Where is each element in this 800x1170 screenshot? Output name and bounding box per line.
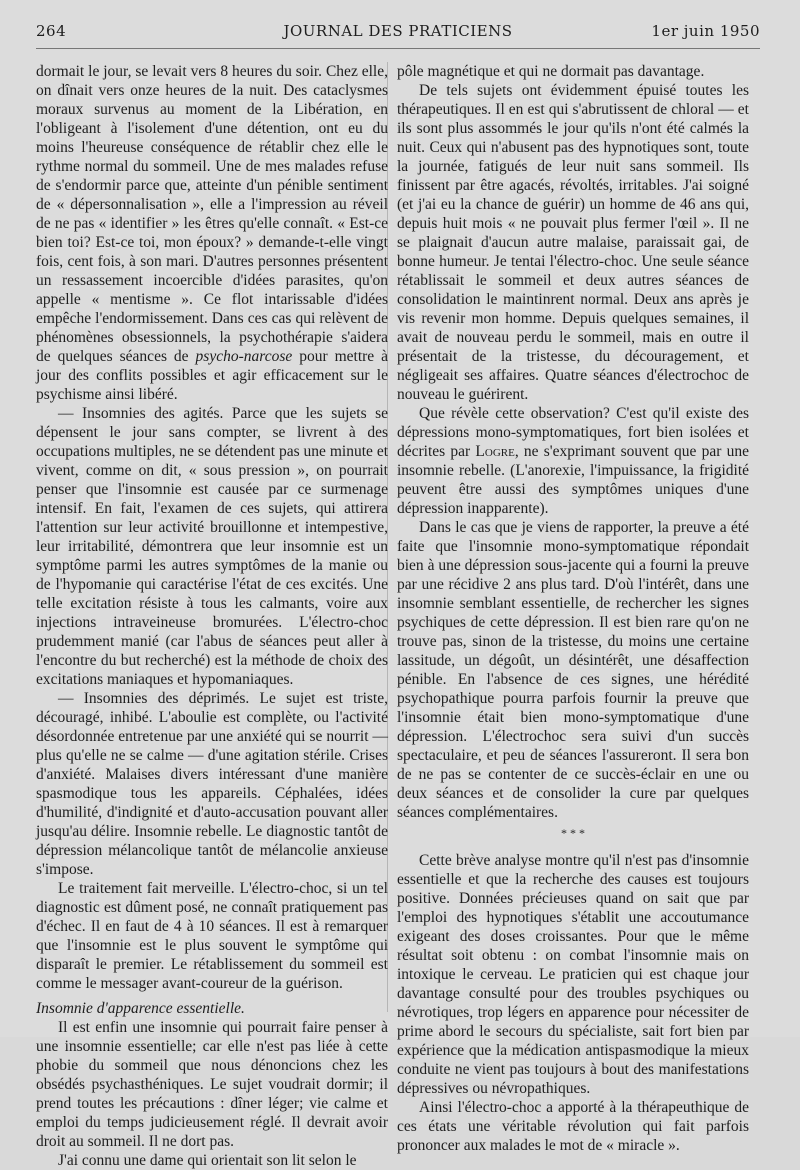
right-paragraph-2: De tels sujets ont évidemment épuisé toutes les thérapeutiques. Il en est qui s'abrutissent de chloral — et ils sont plus assommés le jour qu'ils n'ont été calmés la nuit. Ceux qui n'abusent pas des hypnotiques sont, toute la journée, fatigués de leur nuit sans sommeil. Ils finissent par être agacés, révoltés, irritables. J'ai soigné (et j'ai eu la chance de guérir) un homme de 46 ans qui, depuis huit mois « ne pouvait plus fermer l'œil ». Il ne se plaignait d'aucun autre malaise, paraissait gai, de bonne humeur. Je tentai l'électro-choc. Une seule séance rétablissait le sommeil et deux autres séances de consolidation le maintinrent normal. Deux ans après je vis revenir mon homme. Depuis quelques semaines, il avait de nouveau perdu le sommeil, mais en outre il présentait de la tristesse, du découragement, et négligeait ses affaires. Quatre séances d'électrochoc de nouveau le guérirent.: [397, 82, 749, 403]
page-number: 264: [36, 22, 67, 40]
journal-title: JOURNAL DES PRATICIENS: [283, 22, 513, 40]
left-column: [36, 62, 388, 1170]
right-paragraph-6: Ainsi l'électro-choc a apporté à la thérapeuthique de ces états une véritable révolution qui fait parfois prononcer aux malades le mot de « miracle ».: [397, 1099, 749, 1154]
issue-date: 1er juin 1950: [651, 22, 760, 40]
right-paragraph-1: pôle magnétique et qui ne dormait pas davantage.: [397, 63, 705, 80]
header-rule: [36, 48, 760, 49]
italic-term: psycho-narcose: [195, 348, 293, 365]
author-name: Logre: [475, 443, 515, 460]
right-paragraph-3: Que révèle cette observation? C'est qu'il existe des dépressions mono-symptomatiques, fort bien isolées et décrites par Logre, ne s'exprimant souvent que par une insomnie rebelle. (L'anorexie, l'impuissance, la frigidité peuvent être aussi des symptômes uniques d'une dépression inapparente).: [397, 405, 749, 517]
left-paragraph-1: dormait le jour, se levait vers 8 heures du soir. Chez elle, on dînait vers onze heures de la nuit. Des cataclysmes moraux survenus au moment de la Libération, en l'obligeant à l'isolement d'une détention, ont eu du moins l'heureuse conséquence de rétablir chez elle le rythme normal du sommeil. Une de mes malades refuse de s'endormir parce que, atteinte d'un pénible sentiment de « dépersonnalisation », elle a l'impression au réveil de ne pas « identifier » les êtres qu'elle connaît. « Est-ce bien toi? Est-ce toi, mon époux? » demande-t-elle vingt fois, cent fois, à son mari. D'autres personnes présentent un ressassement incoercible d'idées parasites, qu'on appelle « mentisme ». Ce flot intarissable d'idées empêche l'endormissement. Dans ces cas qui relèvent de phénomènes obsessionnels, la psychothérapie s'aidera de quelques séances de psycho-narcose pour mettre à jour des conflits possibles et agir efficacement sur le psychisme ainsi libéré.: [36, 63, 388, 403]
left-paragraph-5: Il est enfin une insomnie qui pourrait faire penser à une insomnie essentielle; car elle n'est pas liée à cette phobie du sommeil que nous dénoncions chez les obsédés psychasthéniques. Le sujet voudrait dormir; il prend toutes les précautions : dîner léger; vie calme et emploi du temps judicieusement réglé. Il devrait avoir droit au sommeil. Il ne dort pas.: [36, 1019, 388, 1150]
page-header: [36, 22, 760, 46]
left-paragraph-2: — Insomnies des agités. Parce que les sujets se dépensent le jour sans compter, se livrent à des occupations multiples, ne se détendent pas une minute et vivent, comme on dit, « sous pression », on pourrait penser que l'insomnie est causée par ce surmenage intensif. En fait, l'examen de ces sujets, qui attirera l'attention sur leur activité brouillonne et intempestive, leur irritabilité, démontrera que leur insomnie est un symptôme parmi les autres symptômes de la manie ou de l'hypomanie qui caractérise l'état de ces excités. Une telle excitation résiste à tous les calmants, voire aux injections intraveineuse bromurées. L'électro-choc prudemment manié (car l'abus de séances peut aller à l'encontre du but recherché) est la méthode de choix des excitations maniaques et hypomaniaques.: [36, 405, 388, 688]
right-paragraph-5: Cette brève analyse montre qu'il n'est pas d'insomnie essentielle et que la recherche des causes est toujours positive. Données précieuses quand on sait que par l'emploi des hypnotiques s'établit une accoutumance exigeant des doses croissantes. Pour que le même résultat soit obtenu : on combat l'insomnie mais on intoxique le cerveau. Le praticien qui est chaque jour davantage consulté pour des troubles psychiques ou névrotiques, trop légers en apparence pour nécessiter de prime abord le secours du spécialiste, sait fort bien par expérience que la médication antispasmodique la mieux conduite ne vient pas toujours à bout des manifestations dépressives ou névropathiques.: [397, 852, 749, 1097]
section-separator: * * *: [561, 826, 585, 840]
section-subheading: Insomnie d'apparence essentielle.: [36, 1000, 245, 1017]
left-paragraph-4: Le traitement fait merveille. L'électro-choc, si un tel diagnostic est dûment posé, ne connaît pratiquement pas d'échec. Il en faut de 4 à 10 séances. Il est à remarquer que l'insomnie est le plus souvent le symptôme qui disparaît le premier. Le rétablissement du sommeil est comme le messager avant-coureur de la guérison.: [36, 880, 388, 992]
right-column: [397, 62, 749, 1155]
left-paragraph-6: J'ai connu une dame qui orientait son lit selon le: [58, 1152, 357, 1169]
right-paragraph-4: Dans le cas que je viens de rapporter, la preuve a été faite que l'insomnie mono-symptomatique répondait bien à une dépression sous-jacente qui a fourni la preuve par une récidive 2 ans plus tard. D'où l'intérêt, dans une insomnie semblant essentielle, de rechercher les signes psychiques de cette dépression. Il est bien rare qu'on ne trouve pas, sinon de la tristesse, du moins une certaine lassitude, un dégoût, un désintérêt, une désaffection pénible. En l'absence de ces signes, une hérédité psychopathique pourra parfois fournir la preuve que l'insomnie était bien mono-symptomatique d'une dépression. L'électrochoc sera suivi d'un succès spectaculaire, et peu de séances l'assureront. Il sera bon de ne pas se contenter de ce succès-éclair en une ou deux séances et de consolider la cure par quelques séances complémentaires.: [397, 519, 749, 821]
left-paragraph-3: — Insomnies des déprimés. Le sujet est triste, découragé, inhibé. L'aboulie est complète, ou l'activité désordonnée entretenue par une anxiété qui se nourrit — plus qu'elle ne se calme — d'une agitation stérile. Crises d'anxiété. Malaises divers intéressant d'une manière spasmodique tous les appareils. Céphalées, idées d'humilité, d'indignité et d'auto-accusation pouvant aller jusqu'au délire. Insomnie rebelle. Le diagnostic tantôt de dépression mélancolique tantôt de mélancolie anxieuse s'impose.: [36, 690, 388, 878]
